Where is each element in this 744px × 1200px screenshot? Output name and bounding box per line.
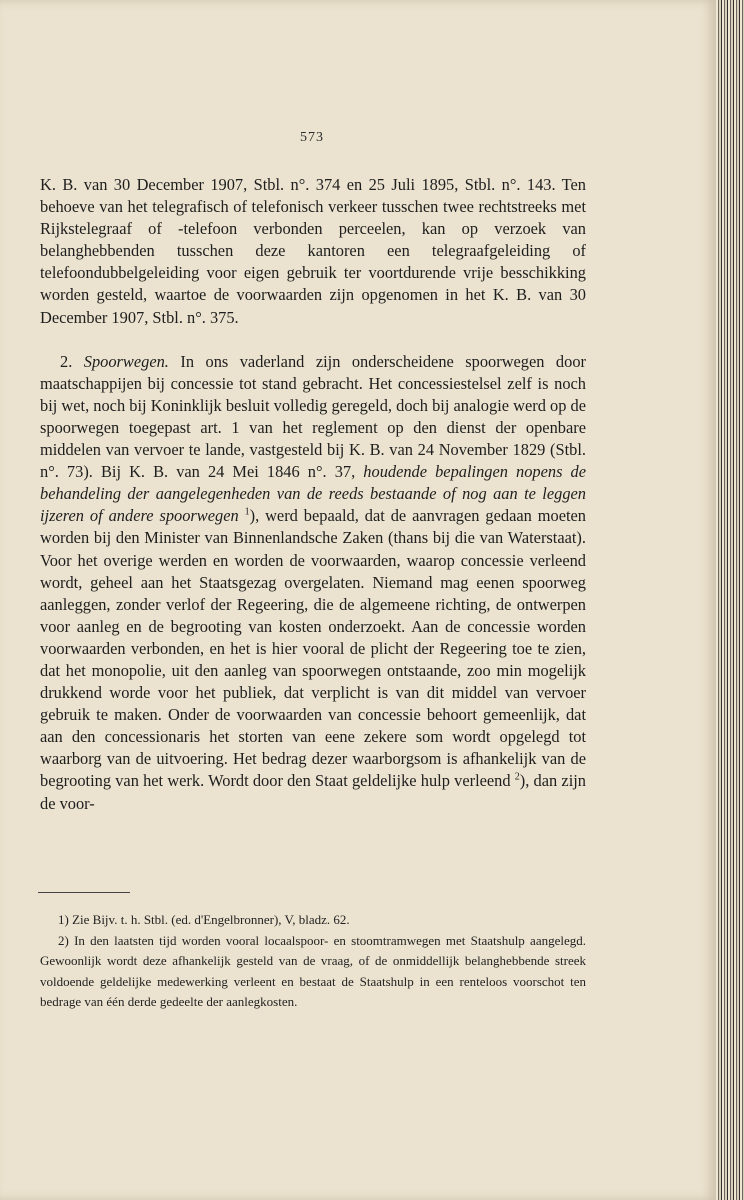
paragraph-2 [40,351,586,815]
footnote-divider [38,892,130,893]
footnote-ref-1: 1 [244,506,250,518]
footnotes [40,910,586,1013]
footnote-2: 2) In den laatsten tijd worden vooral locaalspoor- en stoomtramwegen met Staatshulp aangelegd. Gewoonlijk wordt deze afhankelijk gesteld van de vraag, of de onmiddellijk belanghebbende streek voldoende geldelijke medewerking verleent en bestaat de Staatshulp in een renteloos voorschot ten bedrage van één derde gedeelte der aanlegkosten. [40,932,586,1009]
footnote-1: 1) Zie Bijv. t. h. Stbl. (ed. d'Engelbronner), V, bladz. 62. [58,912,350,927]
section-number: 2. [60,351,73,371]
decree-title: houdende bepalingen nopens de behandeling der aangelegenheden van de reeds bestaande of nog aan te leggen ijzeren of andere spoorwegen [40,462,586,526]
paragraph-1: K. B. van 30 December 1907, Stbl. n°. 374 en 25 Juli 1895, Stbl. n°. 143. Ten behoeve van het telegrafisch of telefonisch verkeer tusschen twee rechtstreeks met Rijkstelegraaf of -telefoon verbonden perceelen, kan op verzoek van belanghebbenden tusschen deze kantoren een telegraafgeleiding of telefoondubbelgeleiding voor eigen gebruik ter voortdurende vrije besschikking worden gesteld, waartoe de voorwaarden zijn opgenomen in het K. B. van 30 December 1907, Stbl. n°. 375. [40,175,586,327]
paragraph-2-text-b: ), werd bepaald, dat de aanvragen gedaan moeten worden bij den Minister van Binnenlandsche Zaken (thans bij die van Waterstaat). Voor het overige werden en worden de voorwaarden, waarop concessie verleend wordt, geheel aan het Staatsgezag overgelaten. Niemand mag eenen spoorweg aanleggen, zonder verlof der Regeering, die de algemeene richting, de ontwerpen voor aanleg en de begrooting van kosten onderzoekt. Aan de concessie worden voorwaarden verbonden, en het is hier vooral de plicht der Regeering toe te zien, dat het monopolie, uit den aanleg van spoorwegen ontstaande, zoo min mogelijk drukkend worde voor het publiek, dat verplicht is van dit middel van vervoer gebruik te maken. Onder de voorwaarden van concessie behoort gemeenlijk, dat aan den concessionaris het storten van eene zekere som wordt opgelegd tot waarborg van de uitvoering. Het bedrag dezer waarborgsom is afhankelijk van de begrooting van het werk. Wordt door den Staat geldelijke hulp verleend [40,506,586,791]
page-number: 573 [300,130,324,145]
paragraph-2-text-c: ), dan zijn de voor- [40,771,586,813]
body-text [40,174,586,815]
footnote-ref-2: 2 [514,771,520,783]
section-heading: Spoorwegen. [83,351,169,371]
paragraph-2-text-a: In ons vaderland zijn onderscheidene spoorwegen door maatschappijen bij concessie tot stand gebracht. Het concessiestelsel zelf is noch bij wet, noch bij Koninklijk besluit volledig geregeld, doch bij analogie werd op de spoorwegen toegepast art. 1 van het reglement op den dienst der openbare middelen van vervoer te lande, vastgesteld bij K. B. van 24 November 1829 (Stbl. n°. 73). Bij K. B. van 24 Mei 1846 n°. 37, [40,351,586,482]
book-edge [716,0,744,1200]
